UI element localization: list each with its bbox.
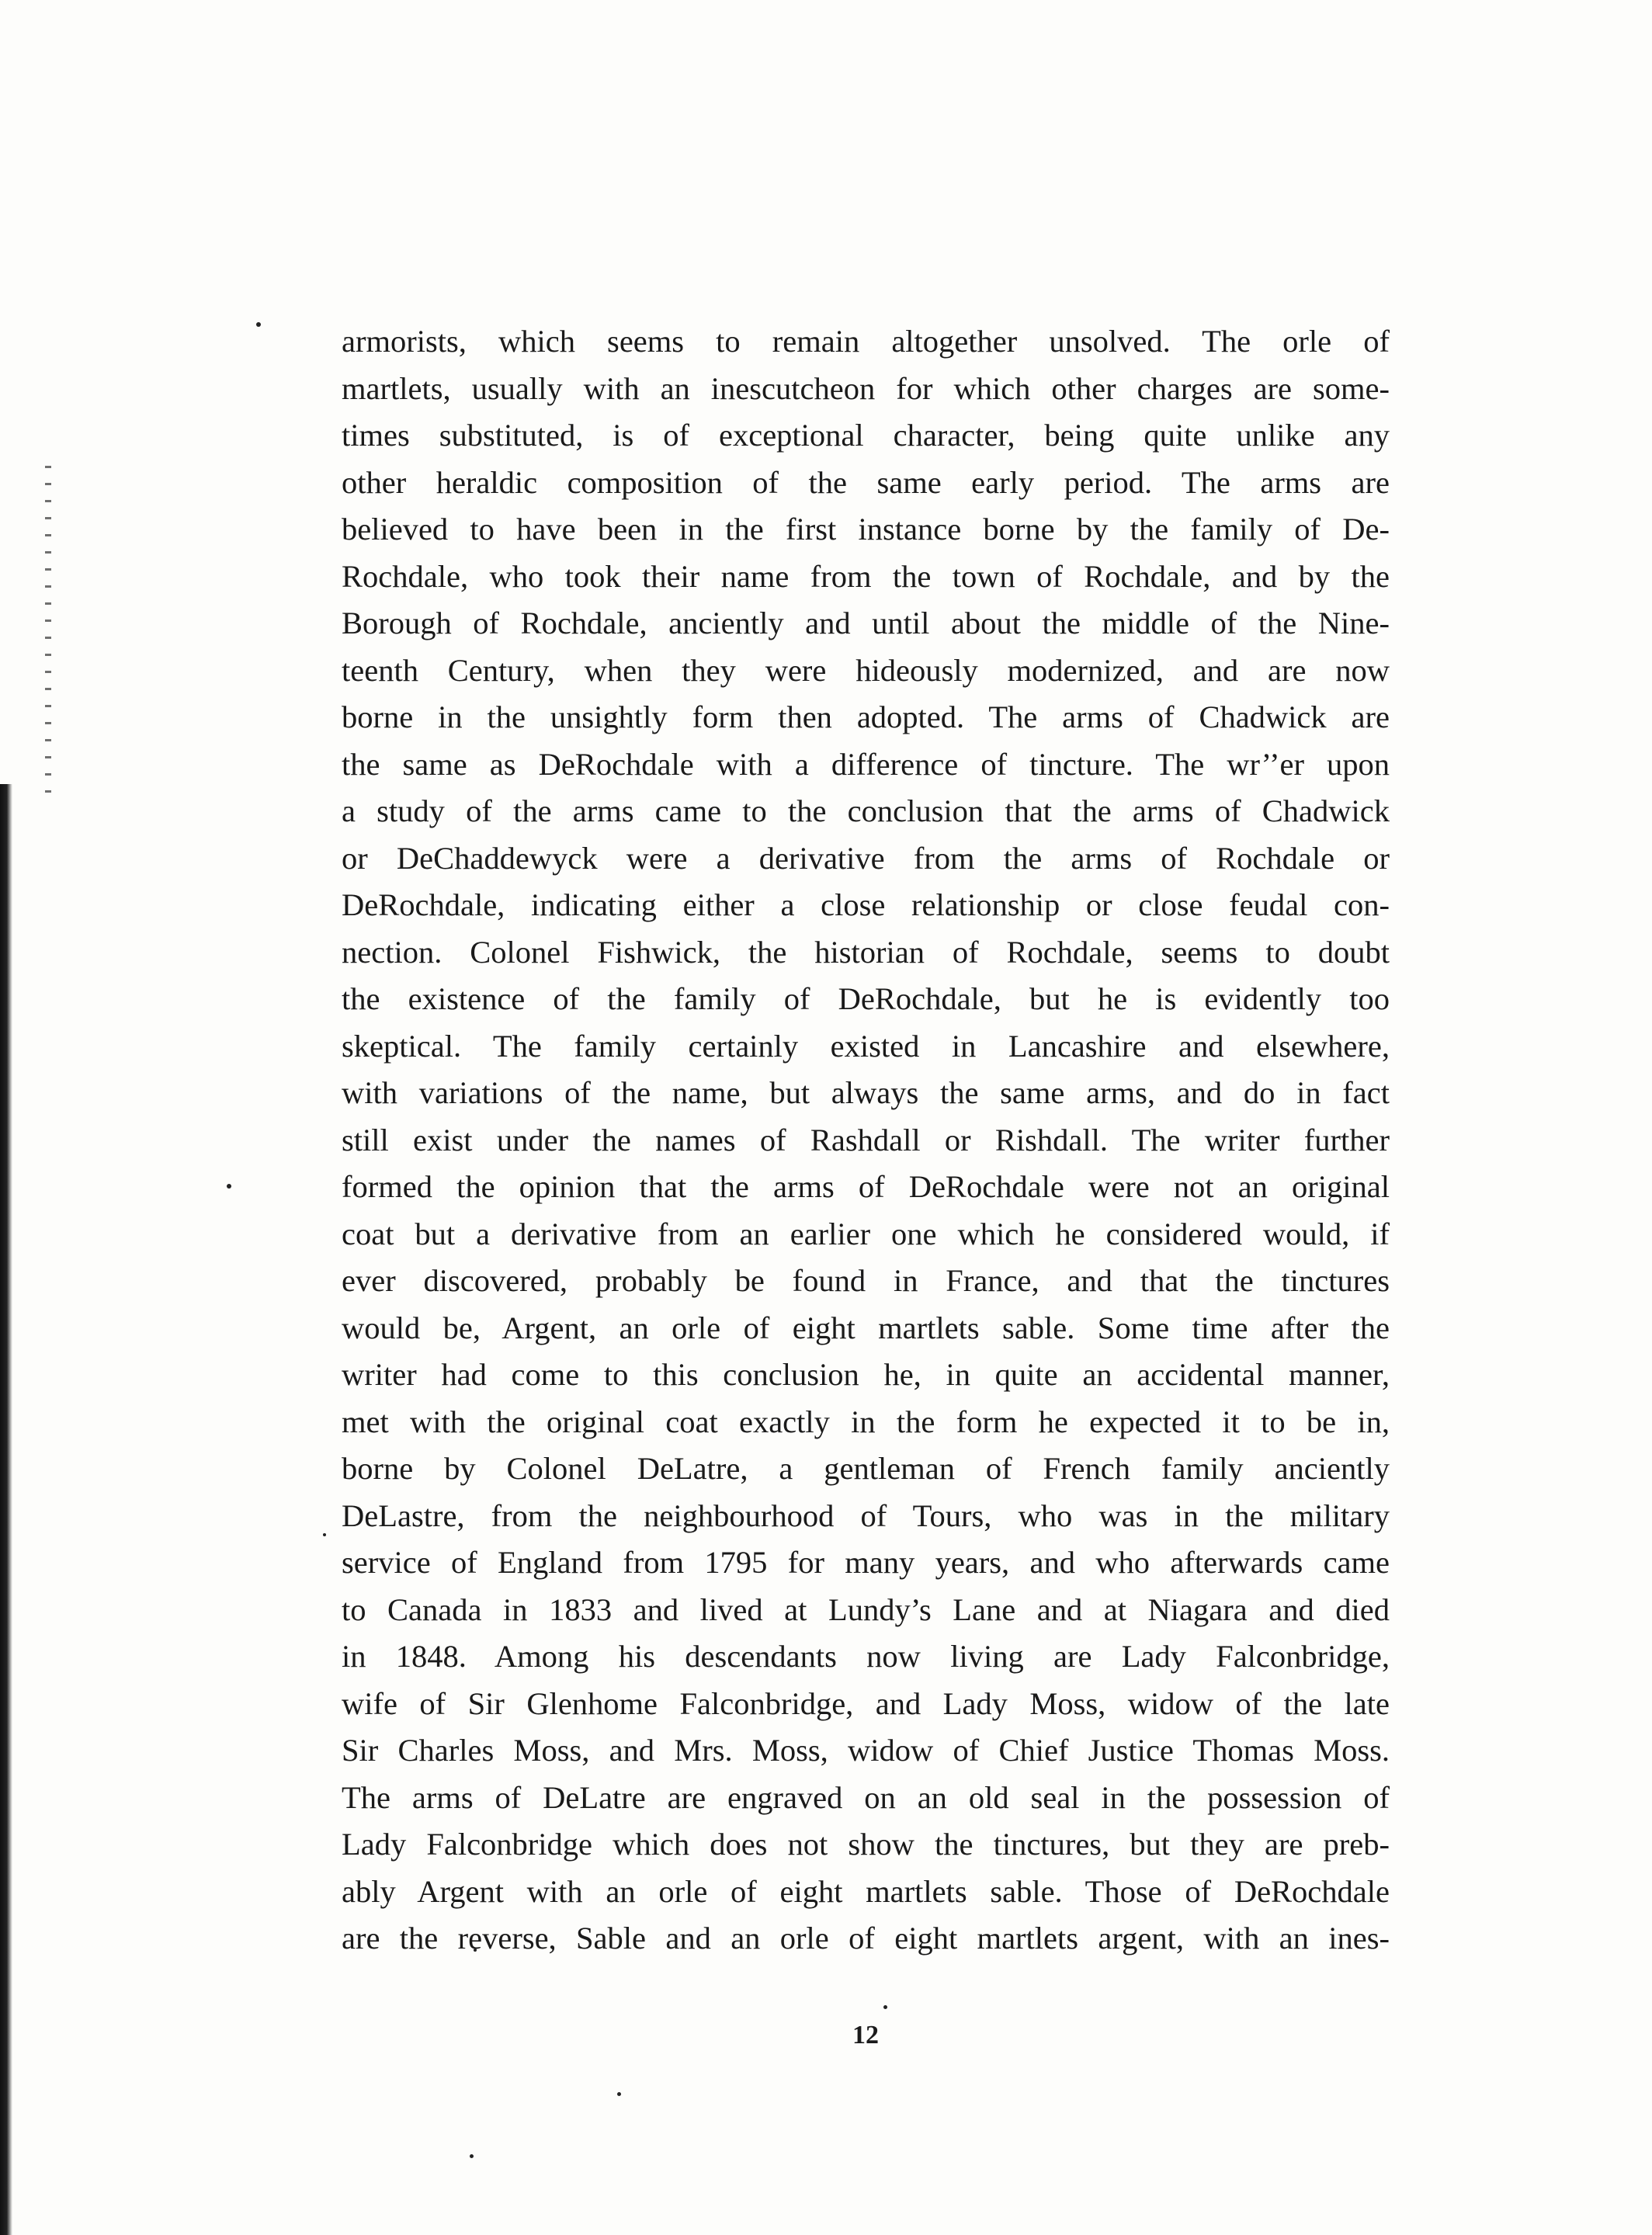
text-line: other heraldic composition of the same early period. The arms are <box>342 464 1390 500</box>
ink-speck <box>323 1533 326 1536</box>
text-line: borne in the unsightly form then adopted. The arms of Chadwick are <box>342 699 1390 734</box>
text-line: coat but a derivative from an earlier one which he considered would, if <box>342 1216 1390 1251</box>
ink-speck <box>883 2005 887 2009</box>
text-line: wife of Sir Glenhome Falconbridge, and Lady Moss, widow of the late <box>342 1685 1390 1721</box>
ink-speck <box>256 322 261 327</box>
page-number: 12 <box>852 2021 879 2049</box>
text-line: Lady Falconbridge which does not show the tinctures, but they are preb- <box>342 1827 1390 1862</box>
text-line: Borough of Rochdale, anciently and until about the middle of the Nine- <box>342 606 1390 640</box>
text-line: writer had come to this conclusion he, in quite an accidental manner, <box>342 1357 1390 1392</box>
text-line: ably Argent with an orle of eight martlets sable. Those of DeRochdale <box>342 1873 1390 1909</box>
text-line: The arms of DeLatre are engraved on an old seal in the possession of <box>342 1779 1390 1815</box>
text-line: the same as DeRochdale with a difference of tincture. The wr’’er upon <box>342 746 1390 782</box>
text-line: DeLastre, from the neighbourhood of Tours, who was in the military <box>342 1498 1390 1533</box>
text-line: still exist under the names of Rashdall or Rishdall. The writer further <box>342 1122 1390 1157</box>
text-line: would be, Argent, an orle of eight martlets sable. Some time after the <box>342 1310 1390 1345</box>
text-line: a study of the arms came to the conclusion that the arms of Chadwick <box>342 793 1390 828</box>
text-line: nection. Colonel Fishwick, the historian of Rochdale, seems to doubt <box>342 934 1390 970</box>
text-line: Sir Charles Moss, and Mrs. Moss, widow of Chief Justice Thomas Moss. <box>342 1733 1390 1768</box>
text-line: teenth Century, when they were hideously modernized, and are now <box>342 652 1390 688</box>
text-line: times substituted, is of exceptional character, being quite unlike any <box>342 418 1390 453</box>
text-line: service of England from 1795 for many years, and who afterwards came <box>342 1545 1390 1580</box>
text-line: borne by Colonel DeLatre, a gentleman of French family anciently <box>342 1451 1390 1486</box>
text-line: met with the original coat exactly in the form he expected it to be in, <box>342 1404 1390 1439</box>
text-line: formed the opinion that the arms of DeRochdale were not an original <box>342 1169 1390 1204</box>
text-line: DeRochdale, indicating either a close relationship or close feudal con- <box>342 887 1390 922</box>
body-text <box>342 318 1390 1963</box>
text-line: with variations of the name, but always the same arms, and do in fact <box>342 1075 1390 1110</box>
text-line: in 1848. Among his descendants now living are Lady Falconbridge, <box>342 1639 1390 1674</box>
text-line: are the reverse, Sable and an orle of eight martlets argent, with an ines- <box>342 1921 1390 1956</box>
text-line: believed to have been in the first instance borne by the family of De- <box>342 512 1390 547</box>
text-line: Rochdale, who took their name from the town of Rochdale, and by the <box>342 558 1390 594</box>
text-line: or DeChaddewyck were a derivative from the arms of Rochdale or <box>342 840 1390 876</box>
ink-speck <box>470 2154 474 2158</box>
text-line: the existence of the family of DeRochdale, but he is evidently too <box>342 981 1390 1016</box>
ink-speck <box>227 1184 231 1189</box>
binding-edge <box>0 784 12 2235</box>
text-line: to Canada in 1833 and lived at Lundy’s Lane and at Niagara and died <box>342 1591 1390 1627</box>
text-line: armorists, which seems to remain altogether unsolved. The orle of <box>342 324 1390 359</box>
ink-speck <box>617 2092 621 2096</box>
binding-marks <box>45 466 51 807</box>
text-line: ever discovered, probably be found in France, and that the tinctures <box>342 1263 1390 1298</box>
text-line: skeptical. The family certainly existed in Lancashire and elsewhere, <box>342 1028 1390 1064</box>
text-line: martlets, usually with an inescutcheon for which other charges are some- <box>342 370 1390 406</box>
